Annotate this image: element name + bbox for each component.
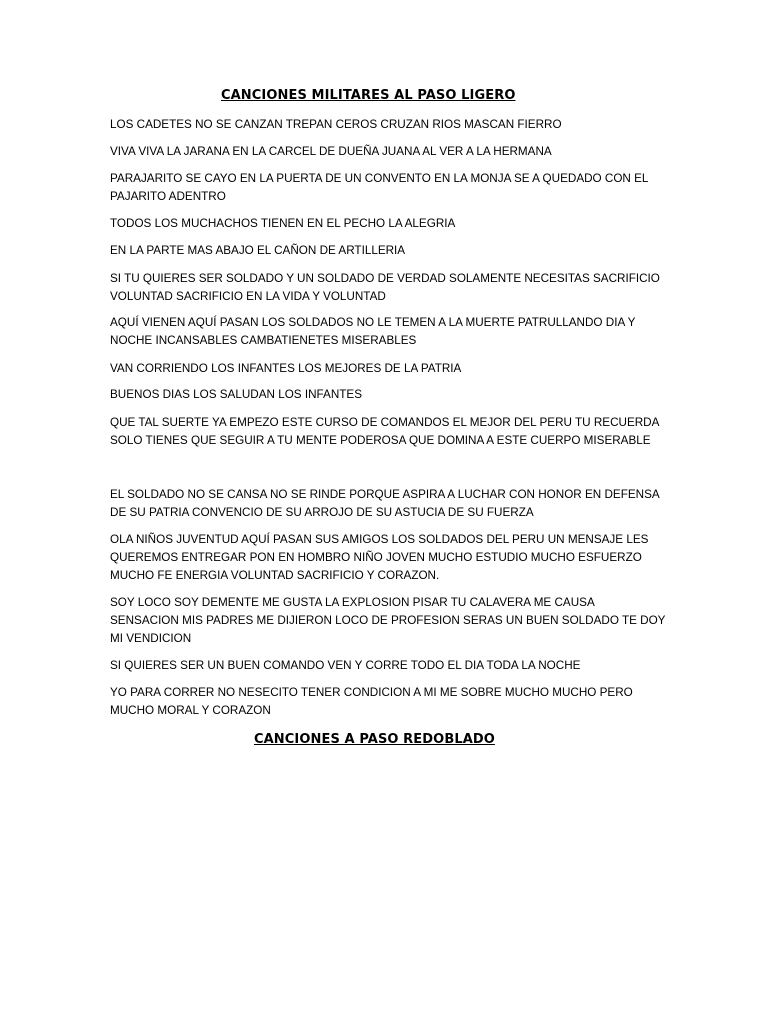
section-title: CANCIONES A PASO REDOBLADO xyxy=(254,732,495,747)
paragraph xyxy=(110,314,670,350)
document-title: CANCIONES MILITARES AL PASO LIGERO xyxy=(221,88,516,103)
paragraph-line: VIVA VIVA LA JARANA EN LA CARCEL DE DUEÑA JUANA AL VER A LA HERMANA xyxy=(110,145,552,158)
paragraph-line: EN LA PARTE MAS ABAJO EL CAÑON DE ARTILLERIA xyxy=(110,244,406,257)
paragraph-line: SI QUIERES SER UN BUEN COMANDO VEN Y CORRE TODO EL DIA TODA LA NOCHE xyxy=(110,659,581,672)
paragraph-line: SI TU QUIERES SER SOLDADO Y UN SOLDADO DE VERDAD SOLAMENTE NECESITAS SACRIFICIO xyxy=(110,272,660,285)
paragraph xyxy=(110,386,670,404)
paragraph xyxy=(110,170,670,206)
paragraph-line: QUEREMOS ENTREGAR PON EN HOMBRO NIÑO JOVEN MUCHO ESTUDIO MUCHO ESFUERZO xyxy=(110,551,642,564)
paragraph-line: MUCHO MORAL Y CORAZON xyxy=(110,704,271,717)
paragraph xyxy=(110,270,670,306)
paragraph-line: SOY LOCO SOY DEMENTE ME GUSTA LA EXPLOSION PISAR TU CALAVERA ME CAUSA xyxy=(110,596,595,609)
paragraph xyxy=(110,360,670,378)
paragraph-line: BUENOS DIAS LOS SALUDAN LOS INFANTES xyxy=(110,388,362,401)
paragraph xyxy=(110,594,670,648)
paragraph-line: PARAJARITO SE CAYO EN LA PUERTA DE UN CONVENTO EN LA MONJA SE A QUEDADO CON EL xyxy=(110,172,649,185)
paragraph-line: LOS CADETES NO SE CANZAN TREPAN CEROS CRUZAN RIOS MASCAN FIERRO xyxy=(110,118,562,131)
paragraph-line: VOLUNTAD SACRIFICIO EN LA VIDA Y VOLUNTAD xyxy=(110,290,386,303)
paragraph-line: PAJARITO ADENTRO xyxy=(110,190,226,203)
paragraph-line: VAN CORRIENDO LOS INFANTES LOS MEJORES DE LA PATRIA xyxy=(110,362,462,375)
paragraph-line: SENSACION MIS PADRES ME DIJIERON LOCO DE PROFESION SERAS UN BUEN SOLDADO TE DOY xyxy=(110,614,666,627)
paragraph xyxy=(110,143,670,161)
paragraph xyxy=(110,684,670,720)
paragraph-line: NOCHE INCANSABLES CAMBATIENETES MISERABLES xyxy=(110,334,417,347)
paragraph-line: OLA NIÑOS JUVENTUD AQUÍ PASAN SUS AMIGOS LOS SOLDADOS DEL PERU UN MENSAJE LES xyxy=(110,533,649,546)
paragraph xyxy=(110,531,670,585)
paragraph xyxy=(110,486,670,522)
paragraph xyxy=(110,414,670,450)
paragraph xyxy=(110,657,670,675)
paragraph-line: MI VENDICION xyxy=(110,632,192,645)
paragraph-line: TODOS LOS MUCHACHOS TIENEN EN EL PECHO LA ALEGRIA xyxy=(110,217,456,230)
paragraph-line: QUE TAL SUERTE YA EMPEZO ESTE CURSO DE COMANDOS EL MEJOR DEL PERU TU RECUERDA xyxy=(110,416,660,429)
paragraph-line: DE SU PATRIA CONVENCIO DE SU ARROJO DE SU ASTUCIA DE SU FUERZA xyxy=(110,506,534,519)
paragraph xyxy=(110,242,670,260)
paragraph xyxy=(110,215,670,233)
paragraph-line: SOLO TIENES QUE SEGUIR A TU MENTE PODEROSA QUE DOMINA A ESTE CUERPO MISERABLE xyxy=(110,434,651,447)
paragraph-line: MUCHO FE ENERGIA VOLUNTAD SACRIFICIO Y CORAZON. xyxy=(110,569,440,582)
paragraph-line: AQUÍ VIENEN AQUÍ PASAN LOS SOLDADOS NO LE TEMEN A LA MUERTE PATRULLANDO DIA Y xyxy=(110,316,636,329)
paragraph-line: EL SOLDADO NO SE CANSA NO SE RINDE PORQUE ASPIRA A LUCHAR CON HONOR EN DEFENSA xyxy=(110,488,660,501)
paragraph xyxy=(110,116,670,134)
paragraph-line: YO PARA CORRER NO NESECITO TENER CONDICION A MI ME SOBRE MUCHO MUCHO PERO xyxy=(110,686,633,699)
